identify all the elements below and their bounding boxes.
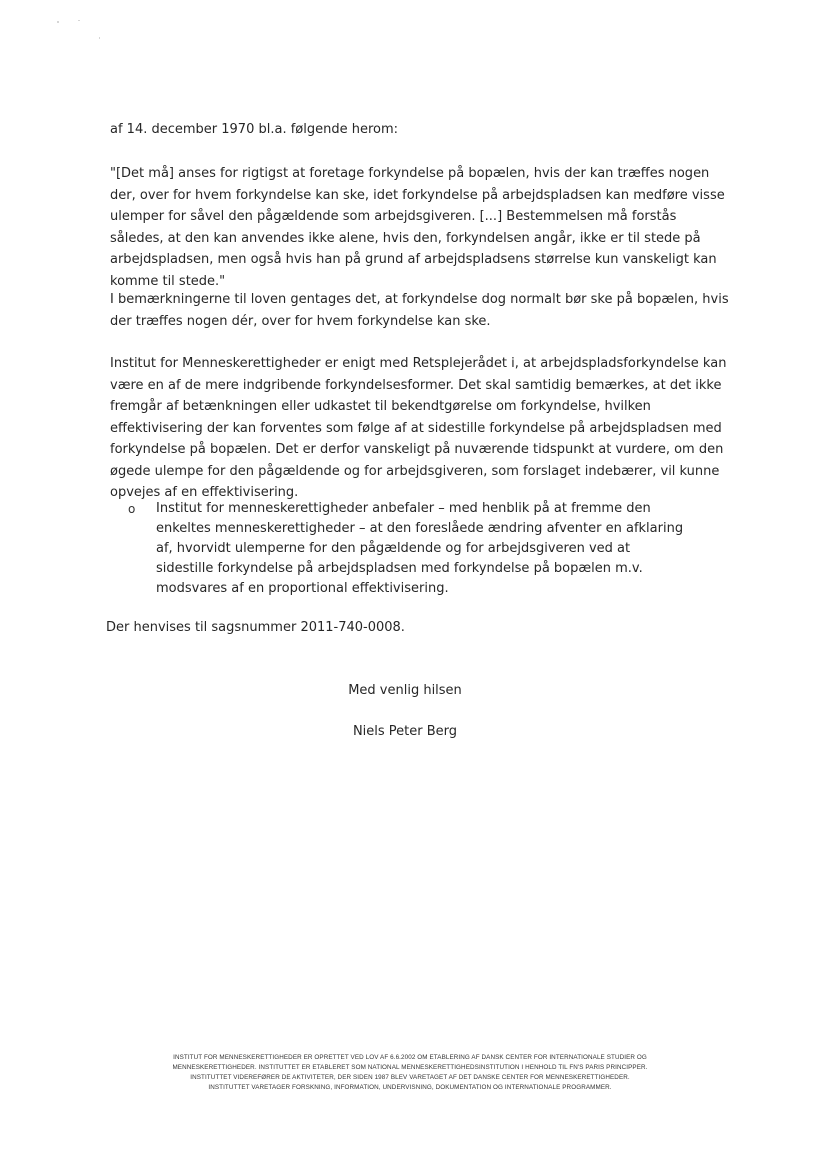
closing-greeting: Med venlig hilsen [348, 683, 462, 698]
footer-line: INSTITUTTET VIDEREFØRER DE AKTIVITETER, DER SIDEN 1987 BLEV VARETAGET AF DET DANSKE CENTER FOR MENNESKERETTIGHEDER. [190, 1074, 630, 1081]
remarks-paragraph: I bemærkningerne til loven gentages det, at forkyndelse dog normalt bør ske på bopælen, hvis der træffes nogen dér, over for hvem forkyndelse kan ske. [110, 292, 729, 329]
scan-speck [57, 21, 59, 23]
footer-line: MENNESKERETTIGHEDER. INSTITUTTET ER ETABLERET SOM NATIONAL MENNESKERETTIGHEDSINSTITUTION I HENHOLD TIL FN'S PARIS PRINCIPPER. [172, 1064, 648, 1071]
scan-speck [99, 37, 100, 39]
scan-speck [78, 20, 80, 21]
signatory-name: Niels Peter Berg [352, 724, 458, 739]
case-reference: Der henvises til sagsnummer 2011-740-0008. [106, 620, 405, 635]
institute-footer [150, 1053, 670, 1093]
quote-paragraph: "[Det må] anses for rigtigst at foretage forkyndelse på bopælen, hvis der kan træffes nogen der, over for hvem forkyndelse kan ske, idet forkyndelse på arbejdspladsen kan medføre visse ulemper for såvel den pågældende som arbejdsgiveren. [...] Bestemmelsen må forstås således, at den kan anvendes ikke alene, hvis den, forkyndelsen angår, ikke er til stede på arbejdspladsen, men også hvis han på grund af arbejdspladsens størrelse kun vanskeligt kan komme til stede." [110, 166, 725, 289]
intro-paragraph: af 14. december 1970 bl.a. følgende herom: [110, 122, 399, 137]
bullet-circle-icon: o [128, 502, 136, 516]
footer-line: INSTITUT FOR MENNESKERETTIGHEDER ER OPRETTET VED LOV AF 6.6.2002 OM ETABLERING AF DANSK CENTER FOR INTERNATIONALE STUDIER OG [173, 1054, 647, 1061]
recommendation-text: Institut for menneskerettigheder anbefaler – med henblik på at fremme den enkeltes menneskerettigheder – at den foreslåede ændring afventer en afklaring af, hvorvidt ulemperne for den pågældende og for arbejdsgiveren ved at sidestille forkyndelse på arbejdspladsen med forkyndelse på bopælen m.v. modsvares af en proportional effektivisering. [156, 501, 684, 596]
footer-line: INSTITUTTET VARETAGER FORSKNING, INFORMATION, UNDERVISNING, DOKUMENTATION OG INTERNATIONALE PROGRAMMER. [208, 1084, 612, 1091]
institute-opinion-paragraph: Institut for Menneskerettigheder er enigt med Retsplejerådet i, at arbejdspladsforkyndelse kan være en af de mere indgribende forkyndelsesformer. Det skal samtidig bemærkes, at det ikke fremgår af betænkningen eller udkastet til bekendtgørelse om forkyndelse, hvilken effektivisering der kan forventes som følge af at sidestille forkyndelse på arbejdspladsen med forkyndelse på bopælen. Det er derfor vanskeligt på nuværende tidspunkt at vurdere, om den øgede ulempe for den pågældende og for arbejdsgiveren, som forslaget indebærer, vil kunne opvejes af en effektivisering. [110, 356, 727, 500]
